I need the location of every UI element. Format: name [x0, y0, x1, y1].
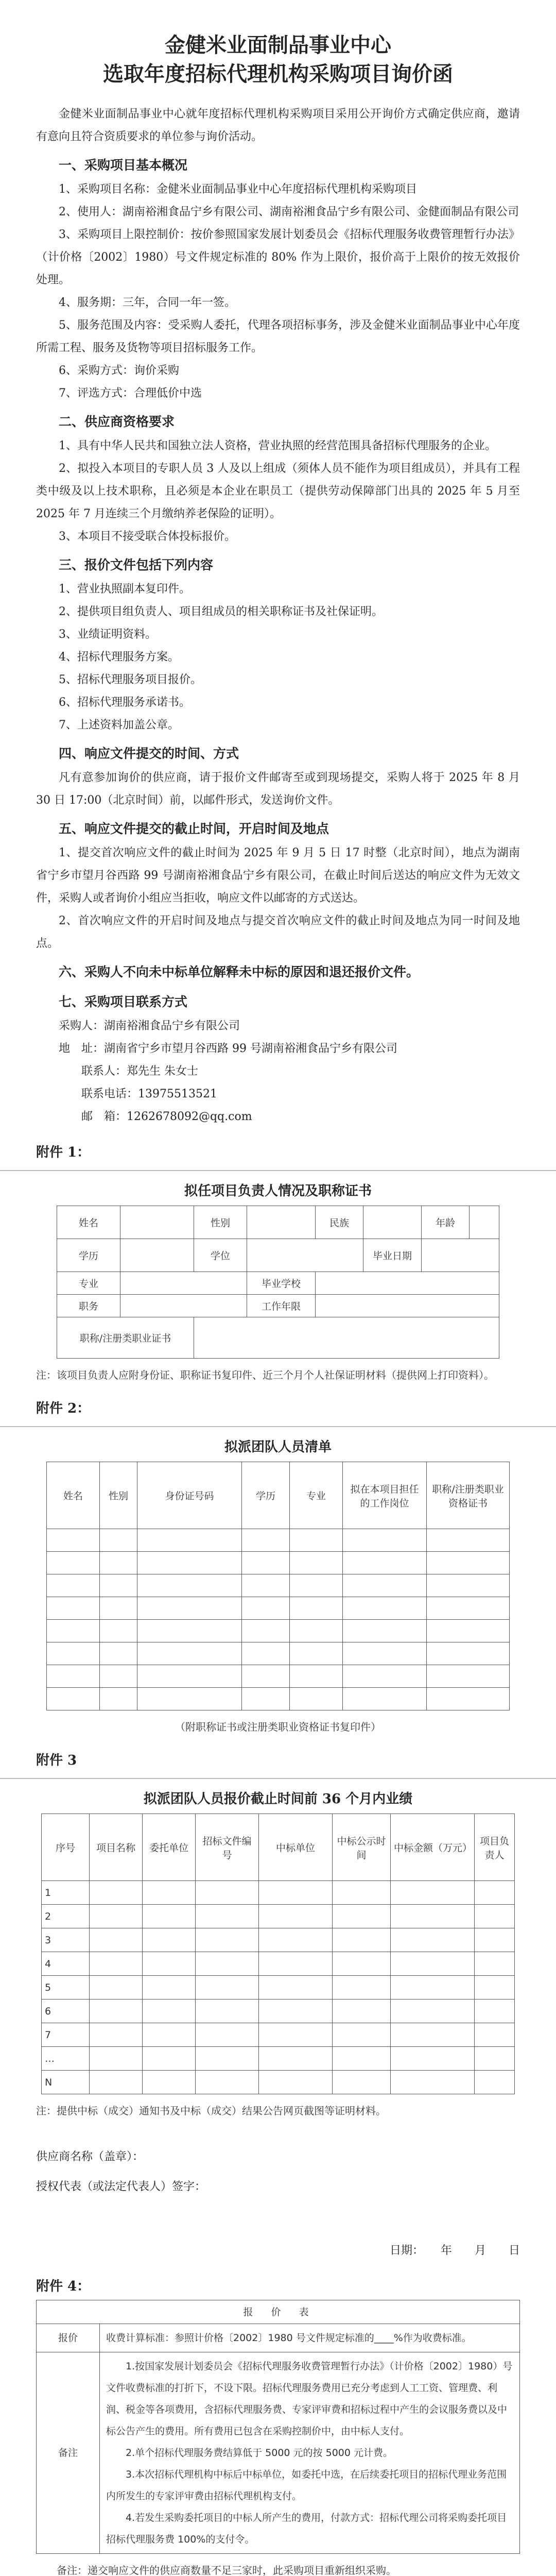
- basic-item-7: 7、评选方式：合理低价中选: [59, 387, 202, 400]
- cell[interactable]: [196, 1905, 259, 1928]
- cell[interactable]: [475, 1952, 515, 1976]
- cell[interactable]: [196, 2047, 259, 2071]
- cell[interactable]: [100, 1574, 137, 1597]
- basic-item-5: 5、服务范围及内容：受采购人委托，代理各项招标事务，涉及金健米业面制品事业中心年度所需工程、服务及货物等项目招标服务工作。: [36, 319, 520, 354]
- cell[interactable]: [242, 1688, 290, 1710]
- cell[interactable]: [290, 1529, 343, 1552]
- table-row: [42, 1928, 515, 1952]
- cell[interactable]: [259, 2047, 333, 2071]
- cell[interactable]: [259, 2023, 333, 2047]
- cell-label: 姓名: [57, 1206, 120, 1239]
- table-row: [47, 1574, 510, 1597]
- leader-table: [57, 1206, 499, 1359]
- cell[interactable]: [242, 1665, 290, 1688]
- divider: [0, 1778, 556, 1779]
- cell-label: 专业: [57, 1272, 120, 1295]
- table-row: [37, 2324, 520, 2352]
- cell[interactable]: [137, 1597, 242, 1620]
- title-line-1: 金健米业面制品事业中心: [165, 33, 391, 57]
- cell[interactable]: [475, 1928, 515, 1952]
- row-index: 1: [42, 1881, 90, 1905]
- basic-item-2: 2、使用人：湖南裕湘食品宁乡有限公司、湖南裕湘食品宁乡有限公司、金健面制品有限公司: [59, 206, 519, 218]
- column-header: 职称/注册类职业资格证书: [427, 1462, 510, 1529]
- cell[interactable]: [333, 1905, 391, 1928]
- divider: [0, 1426, 556, 1427]
- cell[interactable]: [290, 1665, 343, 1688]
- cell[interactable]: [391, 1976, 475, 1999]
- cell[interactable]: [196, 1999, 259, 2023]
- cell[interactable]: [391, 2023, 475, 2047]
- cell[interactable]: [333, 2023, 391, 2047]
- section-submit-heading: 四、响应文件提交的时间、方式: [59, 746, 239, 761]
- contact-address: 地 址：湖南省宁乡市望月谷西路 99 号湖南裕湘食品宁乡有限公司: [59, 1042, 397, 1055]
- cell[interactable]: [242, 1620, 290, 1642]
- cell[interactable]: [143, 2047, 196, 2071]
- deadline-item-1: 1、提交首次响应文件的截止时间为 2025 年 9 月 5 日 17 时整（北京时间），地点为湖南省宁乡市望月谷西路 99 号湖南裕湘食品宁乡有限公司，在截止时间后送达的响应文件为无效文件，采购人或者询价小组应当拒收，响应文件以邮寄的方式送达。: [36, 846, 520, 905]
- cell[interactable]: [196, 2023, 259, 2047]
- cell[interactable]: [427, 1665, 510, 1688]
- cell[interactable]: [475, 2023, 515, 2047]
- cell[interactable]: [343, 1688, 427, 1710]
- cell[interactable]: [259, 1999, 333, 2023]
- section-deadline-heading: 五、响应文件提交的截止时间，开启时间及地点: [59, 821, 329, 836]
- column-header: 项目负责人: [475, 1814, 515, 1881]
- contents-item-4: 4、招标代理服务方案。: [59, 651, 179, 664]
- cell[interactable]: [290, 1642, 343, 1665]
- row-index: N: [42, 2071, 90, 2094]
- cell[interactable]: [427, 1688, 510, 1710]
- cell[interactable]: [427, 1529, 510, 1552]
- table-row: [42, 2071, 515, 2094]
- column-header: 拟在本项目担任的工作岗位: [343, 1462, 427, 1529]
- cell[interactable]: [290, 1688, 343, 1710]
- cell[interactable]: [259, 1905, 333, 1928]
- cell-value[interactable]: [120, 1272, 247, 1295]
- cell[interactable]: [427, 1620, 510, 1642]
- contact-buyer: 采购人：湖南裕湘食品宁乡有限公司: [59, 1020, 240, 1032]
- cell-label: 职务: [57, 1295, 120, 1317]
- cell-value[interactable]: [470, 1206, 499, 1239]
- cell[interactable]: [475, 2047, 515, 2071]
- remark-item-3: 3.本次招标代理机构中标后中标单位，如委托中选，在后续委托项目的招标代理业务范围内所发生的专家评审费由招标代理机构支付。: [106, 2469, 507, 2502]
- basic-item-1: 1、采购项目名称：金健米业面制品事业中心年度招标代理机构采购项目: [59, 183, 417, 196]
- cell[interactable]: [391, 1999, 475, 2023]
- table-row: [42, 1976, 515, 1999]
- cell[interactable]: [475, 2071, 515, 2094]
- table-row: [47, 1665, 510, 1688]
- cell-label: 学位: [194, 1239, 247, 1272]
- cell[interactable]: [242, 1529, 290, 1552]
- appendix-2-title: 拟派团队人员清单: [224, 1439, 332, 1455]
- cell-value[interactable]: [247, 1206, 316, 1239]
- cell[interactable]: [100, 1552, 137, 1574]
- column-header: 姓名: [47, 1462, 100, 1529]
- contents-item-1: 1、营业执照副本复印件。: [59, 583, 190, 596]
- cell-value[interactable]: [316, 1272, 499, 1295]
- cell[interactable]: [90, 1952, 143, 1976]
- authorized-rep-field: 授权代表（或法定代表人）签字：: [36, 2180, 206, 2193]
- table-header-row: [47, 1462, 510, 1529]
- row-index: …: [42, 2047, 90, 2071]
- cell[interactable]: [90, 1999, 143, 2023]
- section-qualify-heading: 二、供应商资格要求: [59, 414, 175, 429]
- cell[interactable]: [137, 1665, 242, 1688]
- cell[interactable]: [290, 1552, 343, 1574]
- cell[interactable]: [333, 1928, 391, 1952]
- cell[interactable]: [475, 1881, 515, 1905]
- cell[interactable]: [143, 2071, 196, 2094]
- column-header: 项目名称: [90, 1814, 143, 1881]
- table-row: [47, 1597, 510, 1620]
- appendix-1-note: 注：该项目负责人应附身份证、职称证书复印件、近三个月个人社保证明材料（提供网上打印资料）。: [36, 1369, 494, 1381]
- column-header: 身份证号码: [137, 1462, 242, 1529]
- cell[interactable]: [333, 1976, 391, 1999]
- cell[interactable]: [90, 1905, 143, 1928]
- table-row: [42, 2023, 515, 2047]
- contact-person: 联系人：郑先生 朱女士: [81, 1065, 198, 1078]
- cell[interactable]: [475, 1999, 515, 2023]
- cell[interactable]: [242, 1552, 290, 1574]
- row-index: 7: [42, 2023, 90, 2047]
- appendix-3-note: 注：提供中标（成交）通知书及中标（成交）结果公告网页截图等证明材料。: [36, 2105, 386, 2117]
- cell[interactable]: [47, 1597, 100, 1620]
- table-row: [57, 1317, 499, 1359]
- basic-item-4: 4、服务期：三年，合同一年一签。: [59, 296, 236, 309]
- contents-item-5: 5、招标代理服务项目报价。: [59, 673, 202, 686]
- cell[interactable]: [475, 1976, 515, 1999]
- cell[interactable]: [343, 1642, 427, 1665]
- cell[interactable]: [47, 1620, 100, 1642]
- cell-value[interactable]: [363, 1206, 422, 1239]
- column-header: 中标金额（万元）: [391, 1814, 475, 1881]
- table-row: [42, 1905, 515, 1928]
- row-index: 5: [42, 1976, 90, 1999]
- remark-item-1: 1.按国家发展计划委员会《招标代理服务收费管理暂行办法》（计价格〔2002〕1980）号文件收费标准的打折下，不设下限。招标代理服务费用已充分考虑到人工工资、管理费、利润、税金等各项费用，含招标代理服务费、专家评审费和招标过程中产生的会议服务费以及中标公告产生的费用。所有费用已包含在采购控制价中，由中标人支付。: [106, 2361, 513, 2437]
- column-header: 中标单位: [259, 1814, 333, 1881]
- appendix-2-label: 附件 2：: [36, 1401, 91, 1416]
- cell[interactable]: [333, 2047, 391, 2071]
- cell[interactable]: [196, 1952, 259, 1976]
- appendix-4-footnote: 备注：递交响应文件的供应商数量不足三家时，此采购项目重新组织采购。: [57, 2564, 396, 2576]
- cell[interactable]: [90, 1881, 143, 1905]
- remark-item-2: 2.单个招标代理服务费结算低于 5000 元的按 5000 元计费。: [126, 2447, 393, 2459]
- cell[interactable]: [90, 2023, 143, 2047]
- row-index: 4: [42, 1952, 90, 1976]
- cell[interactable]: [242, 1642, 290, 1665]
- contents-item-6: 6、招标代理服务承诺书。: [59, 696, 190, 709]
- table-row: [42, 1881, 515, 1905]
- cell[interactable]: [137, 1620, 242, 1642]
- appendix-2-note: （附职称证书或注册类职业资格证书复印件）: [175, 1721, 381, 1733]
- cell-label: 民族: [316, 1206, 363, 1239]
- contact-email: 邮 箱：1262678092@qq.com: [81, 1110, 252, 1123]
- cell[interactable]: [143, 1905, 196, 1928]
- submit-paragraph: 凡有意参加询价的供应商，请于报价文件邮寄至或到现场提交，采购人将于 2025 年 8 月 30 日 17:00（北京时间）前，以邮件形式，发送询价文件。: [36, 771, 520, 807]
- supplier-name-field: 供应商名称（盖章）：: [36, 2150, 144, 2163]
- cell[interactable]: [259, 2071, 333, 2094]
- intro-paragraph: 金健米业面制品事业中心就年度招标代理机构采购项目采用公开询价方式确定供应商，邀请有意向且符合资质要求的单位参与询价活动。: [36, 108, 520, 143]
- cell-label: 年龄: [422, 1206, 470, 1239]
- column-header: 学历: [242, 1462, 290, 1529]
- cell[interactable]: [137, 1642, 242, 1665]
- cell[interactable]: [47, 1552, 100, 1574]
- appendix-3-label: 附件 3: [36, 1753, 77, 1768]
- cell[interactable]: [427, 1597, 510, 1620]
- cell[interactable]: [475, 1905, 515, 1928]
- cell[interactable]: [259, 1928, 333, 1952]
- basic-item-3: 3、采购项目上限控制价：按价参照国家发展计划委员会《招标代理服务收费管理暂行办法》（计价格〔2002〕1980）号文件规定标准的 80% 作为上限价，报价高于上限价的按无效报价处理。: [36, 228, 520, 286]
- cell[interactable]: [391, 2047, 475, 2071]
- cell-value[interactable]: [194, 1317, 499, 1359]
- remark-item-4: 4.若发生采购委托项目的中标人所产生的费用，付款方式：招标代理公司将采购委托项目招标代理服务费 100%的支付令。: [106, 2512, 507, 2545]
- cell-label: 毕业学校: [247, 1272, 316, 1295]
- appendix-1-title: 拟任项目负责人情况及职称证书: [184, 1183, 372, 1199]
- cell[interactable]: [90, 1928, 143, 1952]
- cell[interactable]: [343, 1597, 427, 1620]
- appendix-1-label: 附件 1：: [36, 1145, 91, 1160]
- table-row: [42, 2047, 515, 2071]
- qualify-item-3: 3、本项目不接受联合体投标报价。: [59, 530, 236, 543]
- cell-label: 工作年限: [247, 1295, 316, 1317]
- cell[interactable]: [391, 1881, 475, 1905]
- column-header: 委托单位: [143, 1814, 196, 1881]
- qualify-item-2: 2、拟投入本项目的专职人员 3 人及以上组成（须体人员不能作为项目组成员），并具有工程类中级及以上技术职称，且必须是本企业在职员工（提供劳动保障部门出具的 2025 年 5 月至 2025 年 7 月连续三个月缴纳养老保险的证明）。: [36, 462, 520, 520]
- table-row: [42, 1999, 515, 2023]
- cell[interactable]: [343, 1574, 427, 1597]
- table-row: [57, 1206, 499, 1239]
- cell[interactable]: [100, 1529, 137, 1552]
- table-row: [57, 1295, 499, 1317]
- cell[interactable]: [137, 1552, 242, 1574]
- cell[interactable]: [333, 2071, 391, 2094]
- cell[interactable]: [143, 1928, 196, 1952]
- cell-label: 性别: [194, 1206, 247, 1239]
- cell-value[interactable]: [247, 1239, 363, 1272]
- cell[interactable]: [259, 1976, 333, 1999]
- remark-content: [100, 2352, 520, 2554]
- cell[interactable]: [143, 2023, 196, 2047]
- table-row: [47, 1688, 510, 1710]
- cell[interactable]: [47, 1529, 100, 1552]
- section-contact-heading: 七、采购项目联系方式: [59, 994, 188, 1009]
- title-line-2: 选取年度招标代理机构采购项目询价函: [103, 62, 453, 86]
- cell[interactable]: [196, 1881, 259, 1905]
- cell-value[interactable]: [120, 1239, 194, 1272]
- contact-phone: 联系电话：13975513521: [81, 1088, 217, 1100]
- cell[interactable]: [290, 1620, 343, 1642]
- team-table: [46, 1462, 510, 1710]
- basic-item-6: 6、采购方式：询价采购: [59, 364, 179, 377]
- page-title: [0, 31, 556, 89]
- cell[interactable]: [343, 1552, 427, 1574]
- section-no-explain-heading: 六、采购人不向未中标单位解释未中标的原因和退还报价文件。: [59, 964, 420, 979]
- remark-label: 备注: [37, 2352, 100, 2554]
- table-header-row: [42, 1814, 515, 1881]
- row-index: 2: [42, 1905, 90, 1928]
- appendix-4-label: 附件 4：: [36, 2279, 91, 2294]
- cell[interactable]: [242, 1574, 290, 1597]
- performance-table: [41, 1814, 515, 2094]
- cell-label: 学历: [57, 1239, 120, 1272]
- date-field: 日期： 年 月 日: [389, 2244, 520, 2257]
- column-header: 序号: [42, 1814, 90, 1881]
- cell[interactable]: [196, 2071, 259, 2094]
- cell[interactable]: [90, 1976, 143, 1999]
- quote-value[interactable]: 收费计算标准：参照计价格〔2002〕1980 号文件规定标准的____%作为收费标准。: [100, 2324, 520, 2352]
- column-header: 中标公示时间: [333, 1814, 391, 1881]
- cell-label: 毕业日期: [363, 1239, 422, 1272]
- table-header-row: [37, 2300, 520, 2324]
- cell[interactable]: [343, 1665, 427, 1688]
- cell-value[interactable]: [422, 1239, 499, 1272]
- table-row: [47, 1529, 510, 1552]
- cell[interactable]: [242, 1597, 290, 1620]
- divider: [0, 1170, 556, 1171]
- cell[interactable]: [90, 2071, 143, 2094]
- deadline-item-2: 2、首次响应文件的开启时间及地点与提交首次响应文件的截止时间及地点为同一时间及地点。: [36, 914, 520, 950]
- cell[interactable]: [137, 1574, 242, 1597]
- cell[interactable]: [100, 1642, 137, 1665]
- cell[interactable]: [333, 1952, 391, 1976]
- cell[interactable]: [427, 1642, 510, 1665]
- cell[interactable]: [343, 1620, 427, 1642]
- cell[interactable]: [427, 1552, 510, 1574]
- table-row: [42, 1952, 515, 1976]
- row-index: 6: [42, 1999, 90, 2023]
- qualify-item-1: 1、具有中华人民共和国独立法人资格，营业执照的经营范围具备招标代理服务的企业。: [59, 439, 496, 452]
- cell[interactable]: [143, 1881, 196, 1905]
- table-row: [47, 1620, 510, 1642]
- cell[interactable]: [143, 1976, 196, 1999]
- cell-value[interactable]: [316, 1295, 499, 1317]
- section-contents-heading: 三、报价文件包括下列内容: [59, 557, 214, 572]
- cell[interactable]: [391, 1905, 475, 1928]
- cell[interactable]: [47, 1665, 100, 1688]
- column-header: 性别: [100, 1462, 137, 1529]
- cell[interactable]: [47, 1688, 100, 1710]
- cell[interactable]: [100, 1688, 137, 1710]
- table-row: [57, 1239, 499, 1272]
- cell[interactable]: [196, 1928, 259, 1952]
- cell-value[interactable]: [120, 1295, 247, 1317]
- table-row: [47, 1552, 510, 1574]
- cell[interactable]: [143, 1952, 196, 1976]
- cell[interactable]: [391, 1952, 475, 1976]
- cell[interactable]: [427, 1574, 510, 1597]
- column-header: 招标文件编号: [196, 1814, 259, 1881]
- cell[interactable]: [100, 1597, 137, 1620]
- cell[interactable]: [259, 1952, 333, 1976]
- cell[interactable]: [333, 1999, 391, 2023]
- quote-table: [36, 2300, 520, 2554]
- cell-label: 职称/注册类职业证书: [57, 1317, 194, 1359]
- cell[interactable]: [47, 1574, 100, 1597]
- table-row: [37, 2352, 520, 2554]
- cell[interactable]: [333, 1881, 391, 1905]
- cell[interactable]: [259, 1881, 333, 1905]
- cell[interactable]: [137, 1688, 242, 1710]
- cell[interactable]: [391, 1928, 475, 1952]
- table-row: [47, 1642, 510, 1665]
- column-header: 专业: [290, 1462, 343, 1529]
- cell[interactable]: [143, 1999, 196, 2023]
- row-index: 3: [42, 1928, 90, 1952]
- cell[interactable]: [137, 1529, 242, 1552]
- contents-item-7: 7、上述资料加盖公章。: [59, 719, 179, 732]
- quote-title: 报 价 表: [37, 2300, 520, 2324]
- cell[interactable]: [47, 1642, 100, 1665]
- cell[interactable]: [196, 1976, 259, 1999]
- appendix-3-title: 拟派团队人员报价截止时间前 36 个月内业绩: [143, 1791, 413, 1807]
- cell-value[interactable]: [120, 1206, 194, 1239]
- quote-label: 报价: [37, 2324, 100, 2352]
- cell[interactable]: [290, 1574, 343, 1597]
- cell[interactable]: [343, 1529, 427, 1552]
- contents-item-2: 2、提供项目组负责人、项目组成员的相关职称证书及社保证明。: [59, 605, 383, 618]
- cell[interactable]: [290, 1597, 343, 1620]
- section-basic-heading: 一、采购项目基本概况: [59, 158, 188, 173]
- cell[interactable]: [391, 2071, 475, 2094]
- cell[interactable]: [90, 2047, 143, 2071]
- cell[interactable]: [100, 1620, 137, 1642]
- contents-item-3: 3、业绩证明资料。: [59, 628, 157, 641]
- cell[interactable]: [100, 1665, 137, 1688]
- table-row: [57, 1272, 499, 1295]
